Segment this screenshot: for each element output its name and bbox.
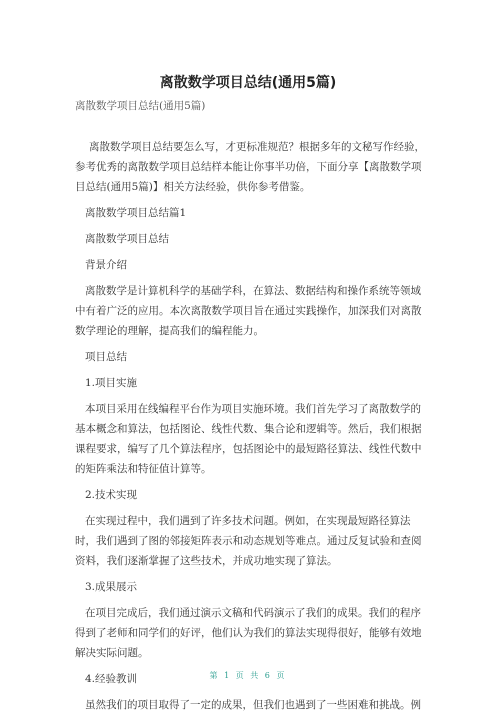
background-heading: 背景介绍	[85, 259, 127, 271]
item-2-paragraph: 在实现过程中，我们遇到了许多技术问题。例如，在实现最短路径算法时，我们遇到了图的邻接矩阵表示和动态规划等难点。通过反复试验和查阅资料，我们逐渐掌握了这些技术，并成功地实现了算法。	[75, 515, 422, 567]
item-1-paragraph: 本项目采用在线编程平台作为项目实施环境。我们首先学习了离散数学的基本概念和算法，包括图论、线性代数、集合论和逻辑等。然后，我们根据课程要求，编写了几个算法程序，包括图论中的最短路径算法、线性代数中的矩阵乘法和特征值计算等。	[75, 403, 422, 475]
page-footer: 第 1 页 共 6 页	[209, 671, 287, 680]
summary-heading: 项目总结	[85, 351, 127, 363]
page-subtitle: 离散数学项目总结(通用5篇)	[75, 100, 206, 112]
section-heading: 离散数学项目总结篇1	[85, 207, 187, 219]
intro-paragraph: 离散数学项目总结要怎么写，才更标准规范？根据多年的文秘写作经验，参考优秀的离散数学项目总结样本能让你事半功倍，下面分享【离散数学项目总结(通用5篇)】相关方法经验，供你参考借鉴。	[75, 141, 425, 193]
item-2-heading: 2.技术实现	[85, 489, 138, 501]
item-4-paragraph: 虽然我们的项目取得了一定的成果，但我们也遇到了一些困难和挑战。例	[85, 699, 421, 711]
item-4-heading: 4.经验教训	[85, 673, 138, 685]
item-1-heading: 1.项目实施	[85, 377, 138, 389]
item-3-paragraph: 在项目完成后，我们通过演示文稿和代码演示了我们的成果。我们的程序得到了老师和同学们的好评，他们认为我们的算法实现得很好，能够有效地解决实际问题。	[75, 607, 422, 659]
document-body	[75, 137, 425, 721]
section-title: 离散数学项目总结	[85, 233, 169, 245]
background-paragraph: 离散数学是计算机科学的基础学科，在算法、数据结构和操作系统等领域中有着广泛的应用。本次离散数学项目旨在通过实践操作，加深我们对离散数学理论的理解，提高我们的编程能力。	[75, 285, 422, 337]
item-3-heading: 3.成果展示	[85, 581, 138, 593]
page-title: 离散数学项目总结(通用5篇)	[159, 75, 337, 91]
